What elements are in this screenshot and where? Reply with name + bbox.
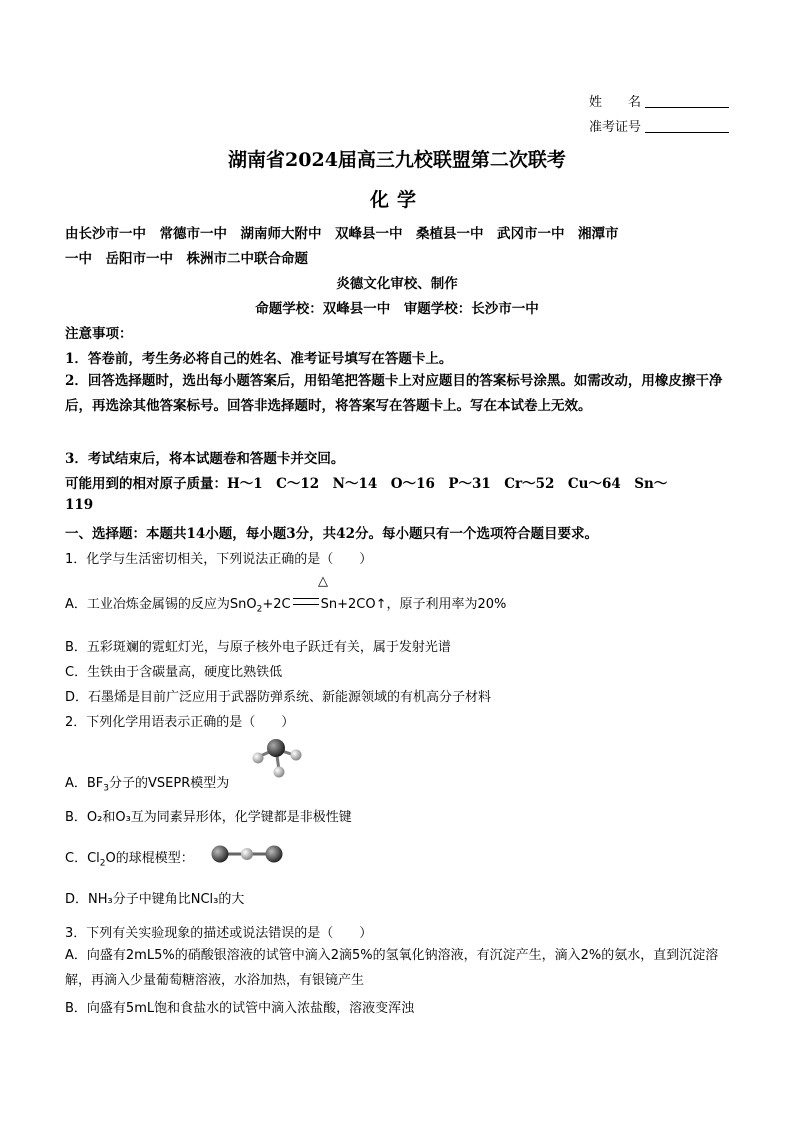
schools-line-1: 由长沙市一中 常德市一中 湖南师大附中 双峰县一中 桑植县一中 武冈市一中 湘潭市 bbox=[65, 226, 619, 242]
q2-option-a[interactable] bbox=[65, 772, 229, 794]
q2-stem: 2．下列化学用语表示正确的是（ ） bbox=[65, 715, 295, 730]
exam-id-field[interactable] bbox=[589, 116, 729, 135]
atomic-masses-line-1: 可能用到的相对原子质量：H～1 C～12 N～14 O～16 P～31 Cr～52 Cu～64 Sn～ bbox=[65, 476, 668, 492]
q1-a-prefix: A．工业冶炼金属锡的反应为SnO bbox=[65, 597, 257, 612]
oxygen-atom bbox=[241, 848, 253, 860]
fluorine-atom bbox=[253, 753, 264, 764]
q2-c-prefix: C．Cl bbox=[65, 851, 100, 866]
q1-stem: 1．化学与生活密切相关，下列说法正确的是（ ） bbox=[65, 552, 373, 567]
name-label: 姓 名 bbox=[589, 95, 642, 110]
schools-line-2: 一中 岳阳市一中 株洲市二中联合命题 bbox=[65, 251, 308, 267]
q3-option-a[interactable]: A．向盛有2mL5%的硝酸银溶液的试管中滴入2滴5%的氢氧化钠溶液，有沉淀产生，滴入2%的氨水，直到沉淀溶解，再滴入少量葡萄糖溶液，水浴加热，有银镜产生 bbox=[65, 948, 719, 988]
q1-option-c[interactable]: C．生铁由于含碳量高，硬度比熟铁低 bbox=[65, 665, 283, 680]
q2-option-c[interactable] bbox=[65, 847, 194, 869]
q2-option-d[interactable]: D．NH₃分子中键角比NCl₃的大 bbox=[65, 892, 245, 907]
q2-c-sub: 2 bbox=[99, 858, 106, 869]
boron-atom bbox=[267, 739, 285, 757]
q1-option-b[interactable]: B．五彩斑斓的霓虹灯光，与原子核外电子跃迁有关，属于发射光谱 bbox=[65, 640, 451, 655]
chlorine-atom bbox=[212, 846, 229, 863]
equals-sign bbox=[293, 598, 319, 605]
heat-symbol: △ bbox=[318, 574, 328, 589]
q1-a-prod: Sn+2CO↑，原子利用率为20% bbox=[320, 597, 507, 612]
chlorine-atom bbox=[266, 846, 283, 863]
subject-title: 化学 bbox=[369, 189, 424, 211]
notice-item-2: 2．回答选择题时，选出每小题答案后，用铅笔把答题卡上对应题目的答案标号涂黑。如需改动，用橡皮擦干净后，再选涂其他答案标号。回答非选择题时，将答案写在答题卡上。写在本试卷上无效。 bbox=[65, 373, 723, 414]
q3-stem: 3．下列有关实验现象的描述或说法错误的是（ ） bbox=[65, 926, 373, 941]
fluorine-atom bbox=[291, 750, 302, 761]
review-line: 炎德文化审校、制作 bbox=[336, 276, 458, 292]
q1-a-mid: +2C bbox=[262, 597, 291, 612]
notice-item-1: 1．答卷前，考生务必将自己的姓名、准考证号填写在答题卡上。 bbox=[65, 351, 453, 367]
q2-a-suffix: 分子的VSEPR模型为 bbox=[109, 776, 230, 791]
name-blank[interactable] bbox=[645, 95, 729, 108]
q1-option-a[interactable] bbox=[65, 593, 506, 615]
notice-item-3: 3．考试结束后，将本试题卷和答题卡并交回。 bbox=[65, 451, 345, 467]
fluorine-atom bbox=[274, 767, 285, 778]
q1-a-sub: 2 bbox=[256, 604, 263, 615]
q2-a-prefix: A．BF bbox=[65, 776, 104, 791]
notice-heading: 注意事项： bbox=[65, 326, 133, 342]
exam-id-blank[interactable] bbox=[645, 120, 729, 133]
bf3-vsepr-model-image bbox=[246, 734, 308, 780]
exam-id-label: 准考证号 bbox=[589, 120, 642, 135]
q3-option-b[interactable]: B．向盛有5mL饱和食盐水的试管中滴入浓盐酸，溶液变浑浊 bbox=[65, 1001, 415, 1016]
name-field[interactable] bbox=[589, 91, 729, 110]
page-title: 湖南省2024届高三九校联盟第二次联考 bbox=[228, 149, 566, 171]
q2-a-sub: 3 bbox=[103, 783, 110, 794]
section-heading: 一、选择题：本题共14小题，每小题3分，共42分。每小题只有一个选项符合题目要求。 bbox=[65, 526, 598, 542]
atomic-masses-line-2: 119 bbox=[65, 497, 94, 513]
q2-option-b[interactable]: B．O₂和O₃互为同素异形体，化学键都是非极性键 bbox=[65, 810, 352, 825]
cl2o-ball-stick-model-image bbox=[208, 843, 288, 865]
q1-option-d[interactable]: D．石墨烯是目前广泛应用于武器防弹系统、新能源领域的有机高分子材料 bbox=[65, 690, 492, 705]
q2-c-suffix: O的球棍模型： bbox=[105, 851, 194, 866]
schools-role-line: 命题学校：双峰县一中 审题学校：长沙市一中 bbox=[255, 301, 539, 317]
